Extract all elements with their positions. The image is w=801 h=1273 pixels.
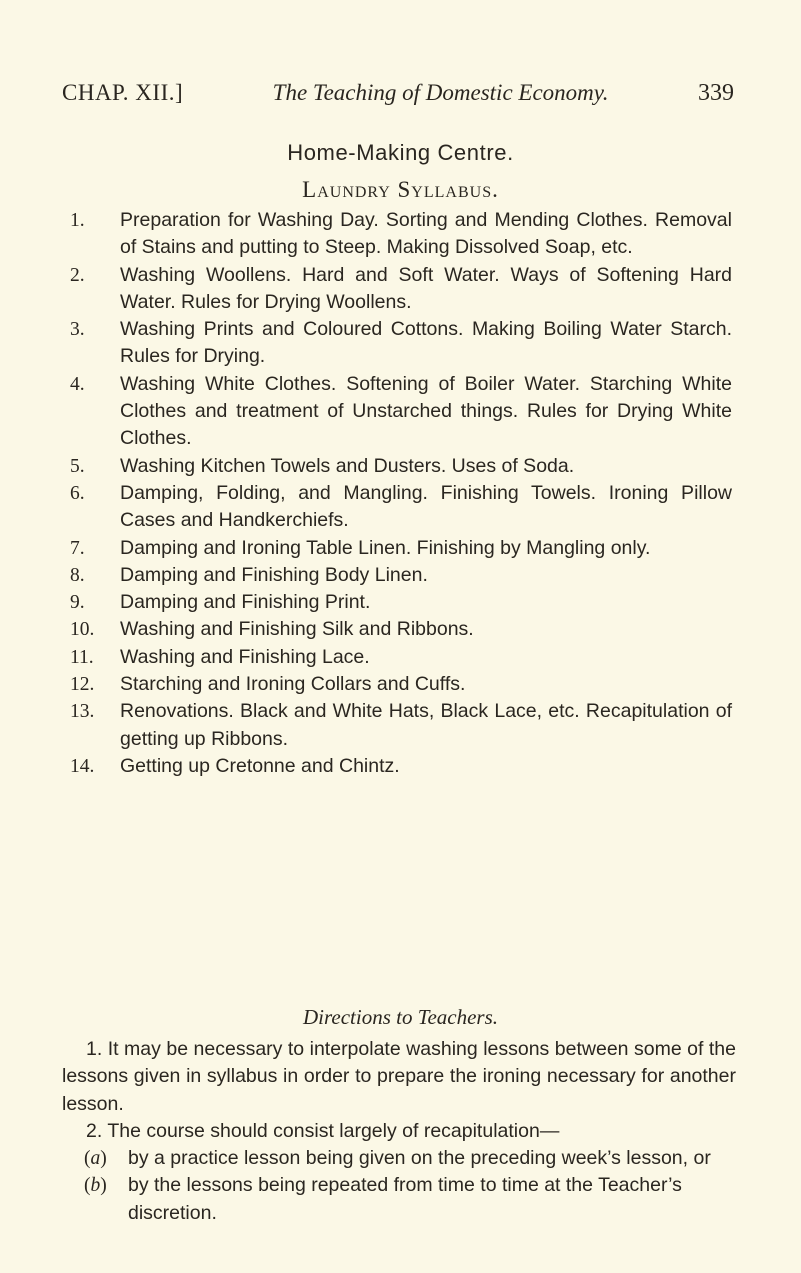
running-head (62, 80, 734, 107)
item-number: 12. (70, 674, 95, 696)
item-text: Washing Kitchen Towels and Dusters. Uses of Soda. (120, 454, 575, 477)
item-number: 7. (70, 537, 85, 559)
item-text: Damping and Finishing Body Linen. (120, 563, 428, 586)
item-text: Getting up Cretonne and Chintz. (120, 754, 400, 777)
item-text: Washing Woollens. Hard and Soft Water. Ways of Softening Hard Water. Rules for Drying Woollens. (120, 263, 732, 313)
syllabus-item (0, 616, 732, 643)
item-text: Preparation for Washing Day. Sorting and Mending Clothes. Removal of Stains and putting to Steep. Making Dissolved Soap, etc. (120, 209, 732, 259)
subitem-marker: (a) (84, 1148, 107, 1170)
item-number: 11. (70, 646, 94, 668)
item-text: Starching and Ironing Collars and Cuffs. (120, 673, 466, 696)
chapter-label: CHAP. XII.] (62, 80, 184, 105)
item-text: Washing and Finishing Silk and Ribbons. (120, 618, 474, 641)
item-text: Damping and Ironing Table Linen. Finishing by Mangling only. (120, 536, 651, 559)
syllabus-item (0, 207, 732, 262)
item-text: Damping, Folding, and Mangling. Finishing Towels. Ironing Pillow Cases and Handkerchiefs. (120, 481, 732, 532)
subitem-text: by the lessons being repeated from time to time at the Teacher’s discretion. (128, 1174, 682, 1224)
direction-subitem-a (62, 1145, 736, 1172)
syllabus-item (0, 535, 732, 562)
subitem-text: by a practice lesson being given on the preceding week’s lesson, or (128, 1147, 711, 1170)
syllabus-list (0, 207, 801, 780)
item-number: 2. (70, 264, 85, 286)
page-number: 339 (697, 80, 734, 106)
syllabus-item (0, 671, 732, 698)
item-number: 1. (70, 210, 85, 231)
syllabus-item (0, 371, 732, 453)
item-text: Washing Prints and Coloured Cottons. Making Boiling Water Starch. Rules for Drying. (120, 318, 732, 368)
syllabus-item (0, 753, 732, 780)
item-number: 10. (70, 619, 95, 641)
directions-title: Directions to Teachers. (302, 1005, 499, 1029)
item-text: Damping and Finishing Print. (120, 591, 371, 614)
item-number: 9. (70, 592, 85, 614)
direction-paragraph-1: 1. It may be necessary to interpolate washing lessons between some of the lessons given in syllabus in order to prepare the ironing necessary for another lesson. (62, 1038, 736, 1115)
subitem-marker: (b) (84, 1175, 107, 1197)
syllabus-item (0, 698, 732, 753)
syllabus-item (0, 453, 732, 480)
item-number: 5. (70, 455, 85, 477)
section-title: Home-Making Centre. (287, 140, 514, 165)
direction-paragraph-2: 2. The course should consist largely of recapitulation— (86, 1119, 560, 1142)
item-text: Renovations. Black and White Hats, Black Lace, etc. Recapitulation of getting up Ribbons. (120, 700, 732, 750)
running-title: The Teaching of Domestic Economy. (272, 80, 609, 105)
item-text: Washing and Finishing Lace. (120, 645, 370, 668)
item-number: 6. (70, 482, 85, 504)
item-number: 8. (70, 564, 85, 586)
syllabus-item (0, 316, 732, 371)
syllabus-item (0, 262, 732, 317)
item-number: 4. (70, 373, 85, 395)
item-text: Washing White Clothes. Softening of Boiler Water. Starching White Clothes and treatment of Unstarched things. Rules for Drying White Clothes. (120, 372, 732, 450)
syllabus-item (0, 562, 732, 589)
item-number: 3. (70, 319, 85, 341)
directions-body (62, 1036, 736, 1227)
item-number: 13. (70, 701, 95, 723)
syllabus-title: Laundry Syllabus. (302, 177, 499, 202)
syllabus-item (0, 644, 732, 671)
syllabus-item (0, 589, 732, 616)
direction-subitem-b (62, 1172, 736, 1227)
item-number: 14. (70, 755, 95, 777)
syllabus-item (0, 480, 732, 535)
